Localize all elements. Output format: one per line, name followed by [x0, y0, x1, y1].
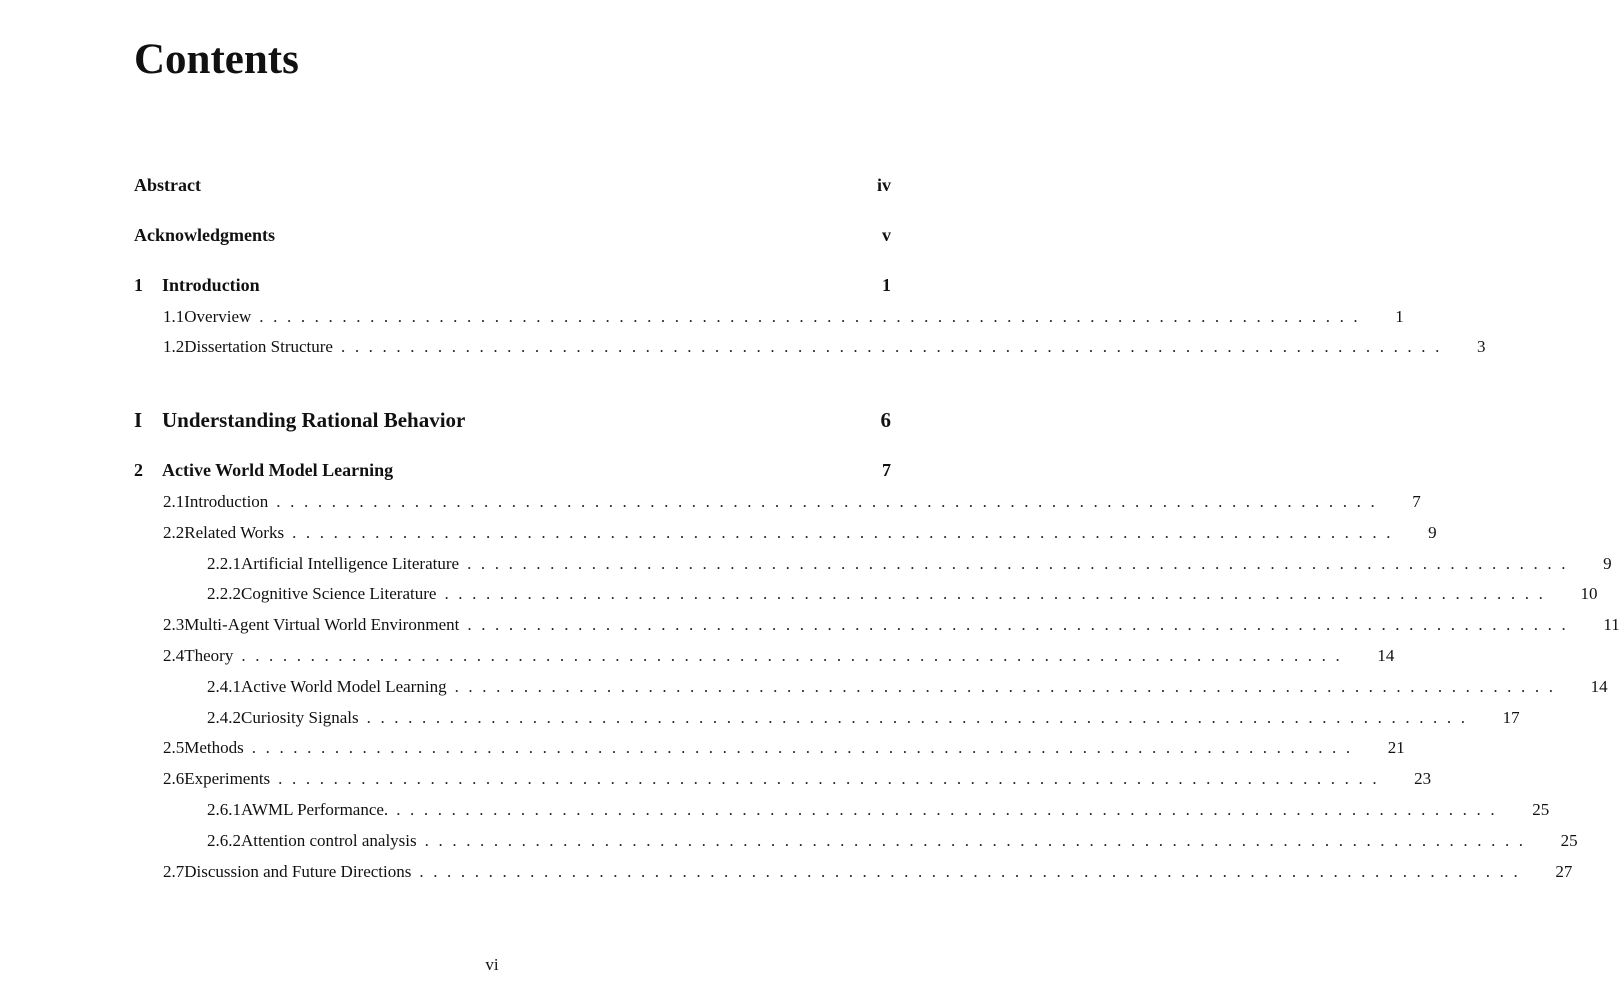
toc-entry-page: 21 — [1387, 738, 1405, 757]
toc-entry-subsection[interactable] — [134, 584, 1598, 610]
toc-entry-part-1[interactable] — [134, 408, 891, 438]
toc-entry-label: Cognitive Science Literature — [241, 584, 437, 603]
toc-entry-label: Experiments — [184, 769, 271, 788]
toc-entry-label: Multi-Agent Virtual World Environment — [184, 615, 460, 634]
toc-entry-chapter-1[interactable] — [134, 275, 891, 301]
toc-entry-number: 2.7 — [163, 862, 185, 881]
dot-leader: ................................................................................ — [251, 738, 1360, 757]
toc-entry-label: Active World Model Learning — [241, 677, 447, 696]
toc-entry-acknowledgments[interactable] — [134, 225, 891, 251]
toc-entry-label: AWML Performance. — [241, 800, 389, 819]
dot-leader: ................................................................................ — [424, 831, 1533, 850]
toc-entry-page: 17 — [1502, 708, 1520, 727]
toc-entry-label: Introduction — [162, 275, 260, 295]
toc-entry-number: 2.4.1 — [207, 677, 241, 696]
toc-entry-number: 2.6 — [163, 769, 185, 788]
toc-entry-page: 27 — [1555, 862, 1573, 881]
toc-entry-number: 2.1 — [163, 492, 185, 511]
dot-leader: ................................................................................ — [340, 337, 1449, 356]
toc-entry-chapter-2[interactable] — [134, 460, 891, 486]
toc-entry-page: 1 — [882, 275, 891, 295]
dot-leader: ................................................................................ — [259, 307, 1368, 326]
dot-leader: ................................................................................ — [419, 862, 1528, 881]
toc-entry-label: Dissertation Structure — [184, 337, 333, 356]
toc-entry-subsection[interactable] — [134, 800, 1550, 826]
toc-entry-subsection[interactable] — [134, 554, 1612, 580]
footer-page-number: vi — [485, 955, 499, 974]
toc-entry-page: 14 — [1590, 677, 1608, 696]
toc-entry-number: 2.2.2 — [207, 584, 241, 603]
toc-entry-label: Curiosity Signals — [241, 708, 359, 727]
toc-entry-section[interactable] — [134, 615, 1620, 641]
toc-entry-section[interactable] — [134, 523, 1437, 549]
toc-entry-label: Abstract — [134, 175, 201, 195]
dot-leader: ................................................................................ — [454, 677, 1563, 696]
toc-entry-number: 1 — [134, 275, 143, 295]
toc-entry-section[interactable] — [134, 337, 1486, 363]
toc-entry-page: v — [882, 225, 891, 245]
toc-entry-page: 6 — [880, 408, 891, 432]
toc-entry-section[interactable] — [134, 738, 1405, 764]
dot-leader: ................................................................................ — [467, 554, 1576, 573]
toc-entry-number: 2.2.1 — [207, 554, 241, 573]
toc-entry-number: 2 — [134, 460, 143, 480]
toc-entry-label: Discussion and Future Directions — [184, 862, 412, 881]
toc-entry-subsection[interactable] — [134, 677, 1608, 703]
toc-entry-page: 23 — [1414, 769, 1432, 788]
toc-entry-page: 3 — [1476, 337, 1486, 356]
toc-entry-page: 1 — [1395, 307, 1404, 326]
toc-entry-subsection[interactable] — [134, 831, 1578, 857]
toc-entry-page: 7 — [882, 460, 891, 480]
toc-entry-section[interactable] — [134, 307, 1404, 333]
toc-entry-label: Methods — [184, 738, 244, 757]
toc-entry-number: 2.6.2 — [207, 831, 241, 850]
toc-entry-number: 2.3 — [163, 615, 185, 634]
toc-entry-page: 14 — [1377, 646, 1395, 665]
toc-entry-page: 7 — [1412, 492, 1421, 511]
toc-entry-label: Related Works — [184, 523, 285, 542]
toc-entry-page: 10 — [1580, 584, 1598, 603]
toc-entry-abstract[interactable] — [134, 175, 891, 201]
toc-entry-section[interactable] — [134, 862, 1573, 888]
toc-entry-number: 2.4.2 — [207, 708, 241, 727]
toc-entry-page: 11 — [1603, 615, 1620, 634]
toc-entry-page: 9 — [1428, 523, 1437, 542]
toc-entry-subsection[interactable] — [134, 708, 1520, 734]
toc-entry-number: 2.4 — [163, 646, 185, 665]
toc-entry-label: Understanding Rational Behavior — [162, 408, 466, 432]
dot-leader: ................................................................................ — [292, 523, 1401, 542]
toc-entry-label: Theory — [184, 646, 234, 665]
toc-entry-number: 2.2 — [163, 523, 185, 542]
toc-entry-label: Introduction — [184, 492, 269, 511]
toc-entry-label: Active World Model Learning — [162, 460, 394, 480]
toc-entry-number: I — [134, 408, 143, 432]
toc-entry-section[interactable] — [134, 492, 1421, 518]
toc-entry-label: Acknowledgments — [134, 225, 276, 245]
toc-entry-page: iv — [876, 175, 891, 195]
toc-entry-number: 1.1 — [163, 307, 185, 326]
dot-leader: ................................................................................ — [276, 492, 1385, 511]
dot-leader: ................................................................................ — [396, 800, 1505, 819]
toc-entry-page: 9 — [1603, 554, 1612, 573]
page-title: Contents — [134, 36, 299, 83]
toc-entry-label: Overview — [184, 307, 252, 326]
toc-entry-label: Artificial Intelligence Literature — [241, 554, 460, 573]
toc-entry-number: 1.2 — [163, 337, 185, 356]
toc-entry-section[interactable] — [134, 769, 1432, 795]
toc-entry-page: 25 — [1560, 831, 1578, 850]
dot-leader: ................................................................................ — [467, 615, 1576, 634]
dot-leader: ................................................................................ — [366, 708, 1475, 727]
dot-leader: ................................................................................ — [241, 646, 1350, 665]
toc-entry-label: Attention control analysis — [241, 831, 417, 850]
dot-leader: ................................................................................ — [278, 769, 1387, 788]
toc-entry-section[interactable] — [134, 646, 1395, 672]
toc-entry-number: 2.6.1 — [207, 800, 241, 819]
toc-entry-number: 2.5 — [163, 738, 185, 757]
toc-entry-page: 25 — [1532, 800, 1550, 819]
dot-leader: ................................................................................ — [444, 584, 1553, 603]
